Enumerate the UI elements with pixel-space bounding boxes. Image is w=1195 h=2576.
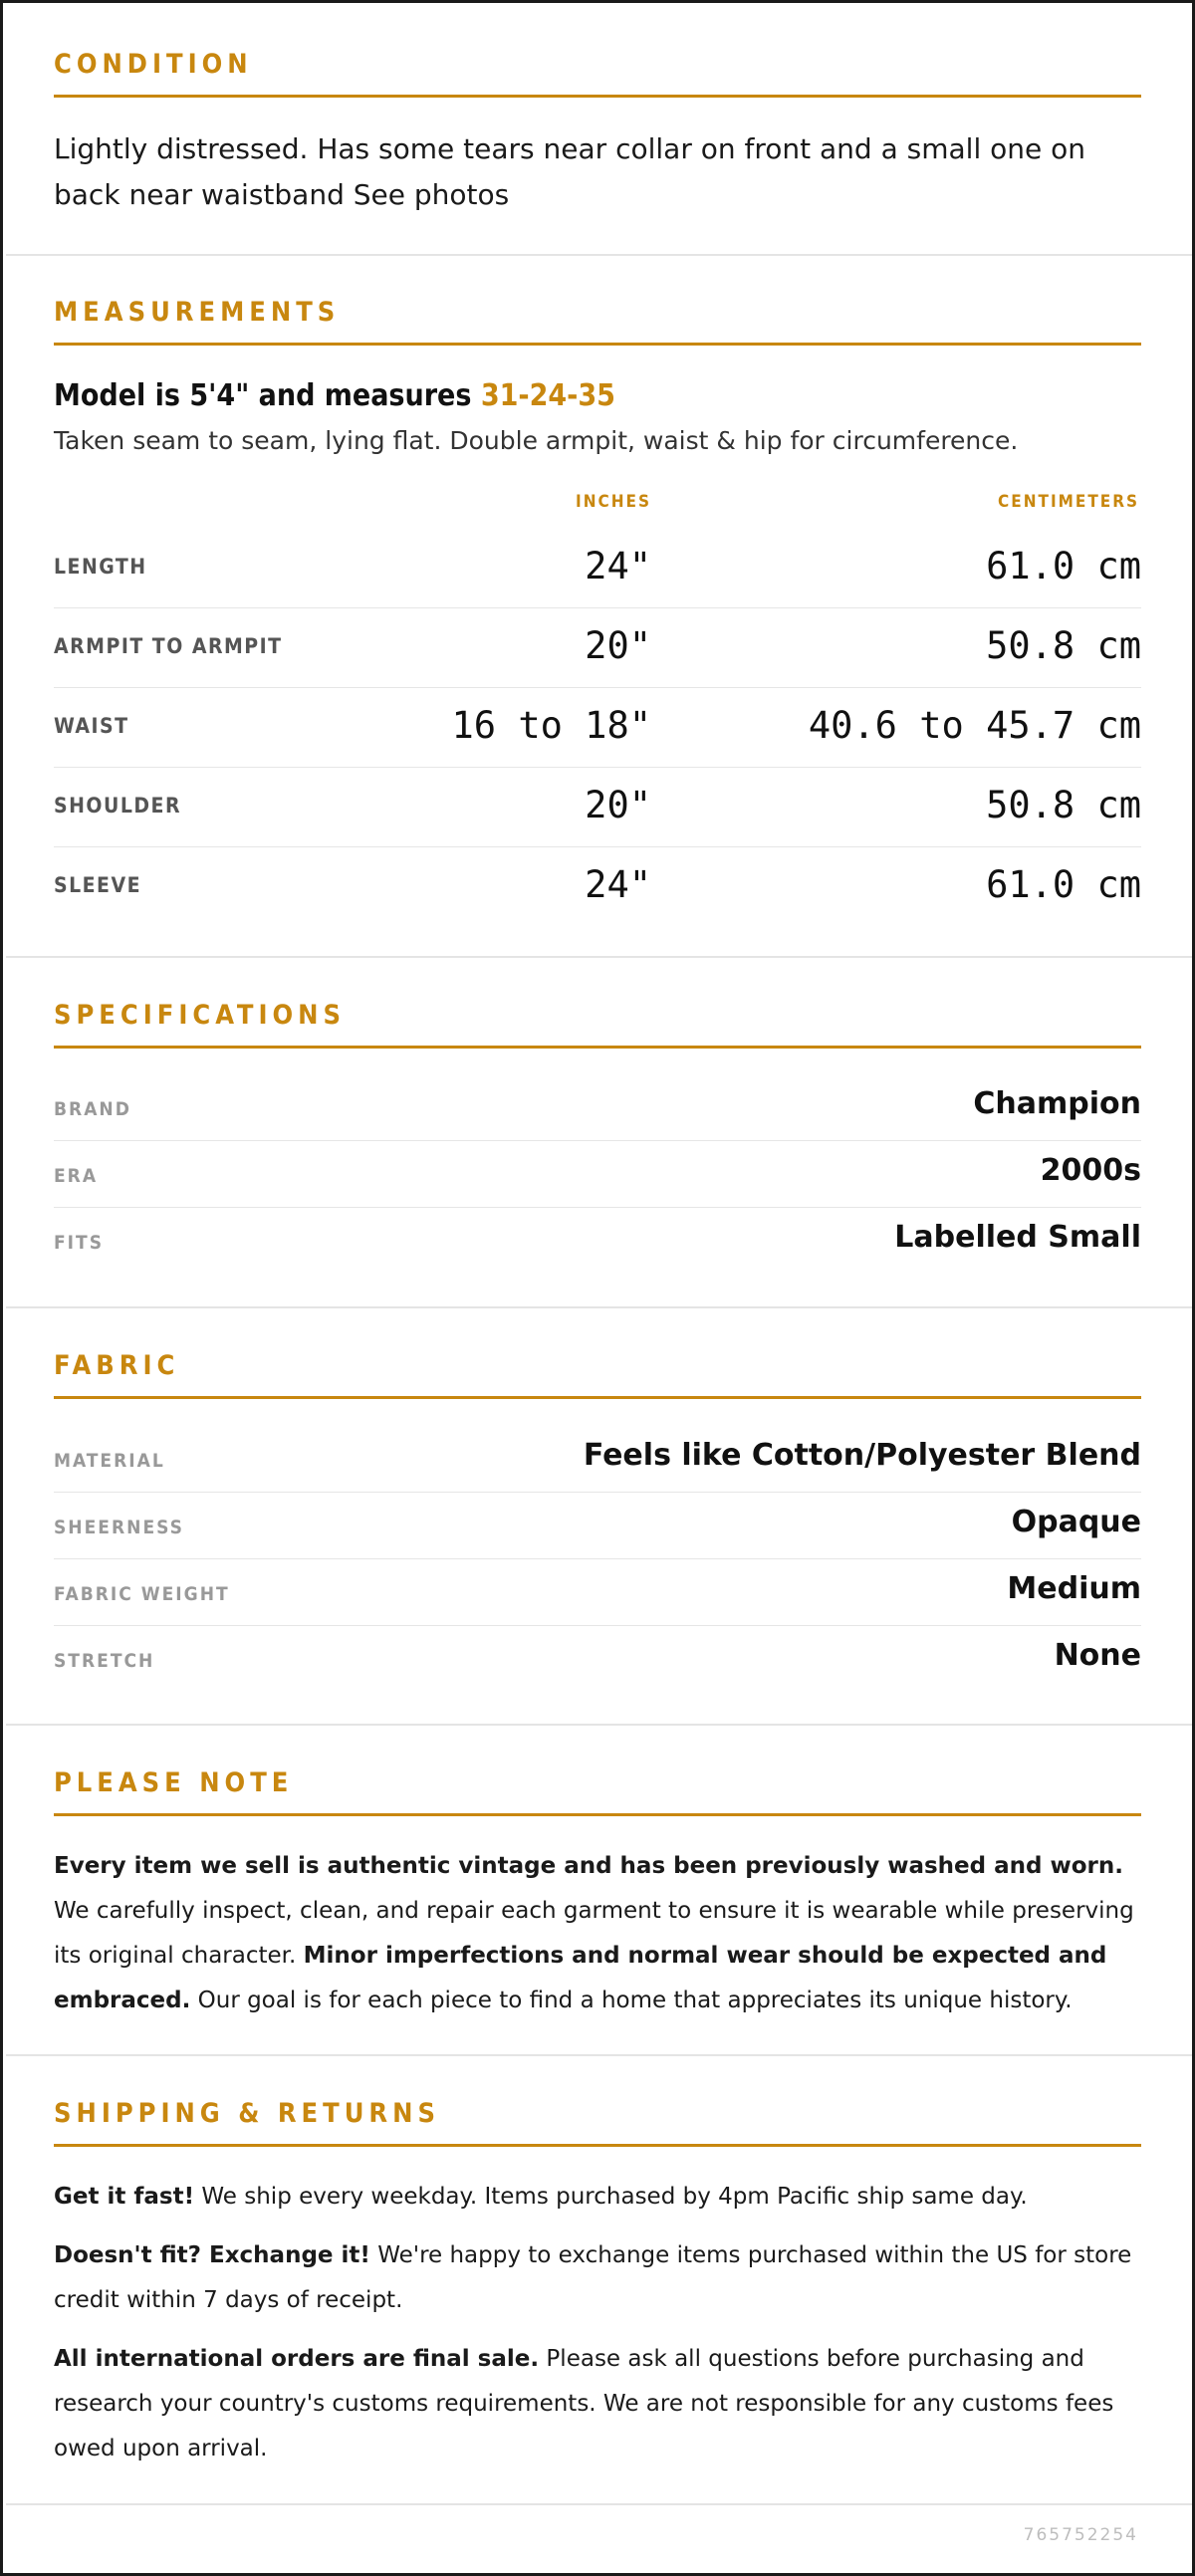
section-divider [6, 2054, 1195, 2056]
shipping-p2-text: We're happy to exchange items purchased within the US for store credit within 7 days of receipt. [54, 2242, 1132, 2313]
measurement-cm: 61.0 cm [986, 863, 1141, 906]
shipping-rule [54, 2144, 1141, 2147]
shipping-p1-text: We ship every weekday. Items purchased by 4pm Pacific ship same day. [194, 2184, 1028, 2210]
shipping-paragraph-1 [54, 2175, 1141, 2220]
centimeters-column-header: CENTIMETERS [998, 492, 1139, 512]
section-divider [6, 1724, 1195, 1726]
fabric-value: Opaque [1011, 1505, 1141, 1539]
fabric-label: MATERIAL [54, 1450, 165, 1472]
spec-row-era [54, 1141, 1141, 1208]
measurement-row-armpit [54, 608, 1141, 688]
shipping-p3-bold: All international orders are final sale. [54, 2346, 540, 2372]
condition-rule [54, 95, 1141, 98]
spec-row-brand [54, 1074, 1141, 1141]
please-note-text [54, 1844, 1141, 2023]
model-measurements [54, 378, 615, 413]
please-note-heading: PLEASE NOTE [54, 1767, 294, 1798]
shipping-paragraph-2 [54, 2233, 1141, 2323]
fabric-label: STRETCH [54, 1650, 155, 1672]
inches-column-header: INCHES [576, 492, 651, 512]
spec-value: 2000s [1040, 1153, 1141, 1188]
shipping-p1-bold: Get it fast! [54, 2184, 195, 2210]
spec-value: Labelled Small [894, 1220, 1141, 1255]
fabric-label: SHEERNESS [54, 1517, 184, 1538]
fabric-row-stretch [54, 1626, 1141, 1693]
please-note-text-2: Our goal is for each piece to find a home that appreciates its unique history. [190, 1988, 1073, 2013]
fabric-rule [54, 1396, 1141, 1399]
fabric-value: Medium [1007, 1571, 1141, 1606]
fabric-row-sheerness [54, 1493, 1141, 1559]
measurements-rule [54, 343, 1141, 346]
measurement-inches: 20" [585, 624, 651, 667]
spec-value: Champion [973, 1086, 1141, 1121]
fabric-value: Feels like Cotton/Polyester Blend [583, 1438, 1141, 1473]
section-divider [6, 956, 1195, 958]
measurement-label: SHOULDER [54, 794, 182, 818]
measurement-inches: 20" [585, 784, 651, 826]
shipping-p3-text: Please ask all questions before purchasing and research your country's customs requirements. We are not responsible for any customs fees owed upon arrival. [54, 2346, 1114, 2461]
measurement-row-sleeve [54, 847, 1141, 927]
spec-row-fits [54, 1208, 1141, 1275]
measurement-inches: 16 to 18" [451, 704, 651, 747]
model-prefix: Model is 5'4" and measures [54, 378, 481, 413]
specifications-rule [54, 1046, 1141, 1049]
section-divider [6, 254, 1195, 256]
measurements-subline: Taken seam to seam, lying flat. Double armpit, waist & hip for circumference. [54, 426, 1019, 455]
measurement-label: LENGTH [54, 555, 147, 579]
condition-heading: CONDITION [54, 49, 253, 80]
model-measures-value: 31-24-35 [480, 378, 615, 413]
measurement-inches: 24" [585, 863, 651, 906]
shipping-paragraph-3 [54, 2337, 1141, 2471]
please-note-bold-1: Every item we sell is authentic vintage and has been previously washed and worn. [54, 1853, 1123, 1879]
fabric-label: FABRIC WEIGHT [54, 1583, 230, 1605]
fabric-value: None [1054, 1638, 1141, 1673]
please-note-rule [54, 1813, 1141, 1816]
measurement-row-waist [54, 688, 1141, 768]
measurement-inches: 24" [585, 545, 651, 587]
please-note-text-1: We carefully inspect, clean, and repair each garment to ensure it is wearable while preserving its original character. [54, 1898, 1134, 1969]
measurement-cm: 61.0 cm [986, 545, 1141, 587]
section-divider [6, 2503, 1195, 2505]
measurement-cm: 40.6 to 45.7 cm [808, 704, 1141, 747]
spec-label: FITS [54, 1232, 105, 1254]
measurement-label: ARMPIT TO ARMPIT [54, 634, 283, 658]
measurement-cm: 50.8 cm [986, 784, 1141, 826]
measurement-label: WAIST [54, 714, 129, 738]
product-id-code: 765752254 [1023, 2525, 1138, 2545]
measurement-cm: 50.8 cm [986, 624, 1141, 667]
specifications-heading: SPECIFICATIONS [54, 1000, 346, 1031]
please-note-bold-2: Minor imperfections and normal wear should be expected and embraced. [54, 1943, 1107, 2013]
shipping-heading: SHIPPING & RETURNS [54, 2098, 440, 2129]
measurement-label: SLEEVE [54, 873, 141, 897]
fabric-row-material [54, 1426, 1141, 1493]
measurement-row-length [54, 529, 1141, 608]
measurement-row-shoulder [54, 768, 1141, 847]
condition-text: Lightly distressed. Has some tears near collar on front and a small one on back near waistband See photos [54, 132, 1086, 211]
spec-label: ERA [54, 1165, 99, 1187]
shipping-p2-bold: Doesn't fit? Exchange it! [54, 2242, 370, 2268]
measurements-heading: MEASUREMENTS [54, 297, 341, 328]
spec-label: BRAND [54, 1098, 131, 1120]
section-divider [6, 1306, 1195, 1308]
fabric-row-weight [54, 1559, 1141, 1626]
fabric-heading: FABRIC [54, 1350, 180, 1381]
